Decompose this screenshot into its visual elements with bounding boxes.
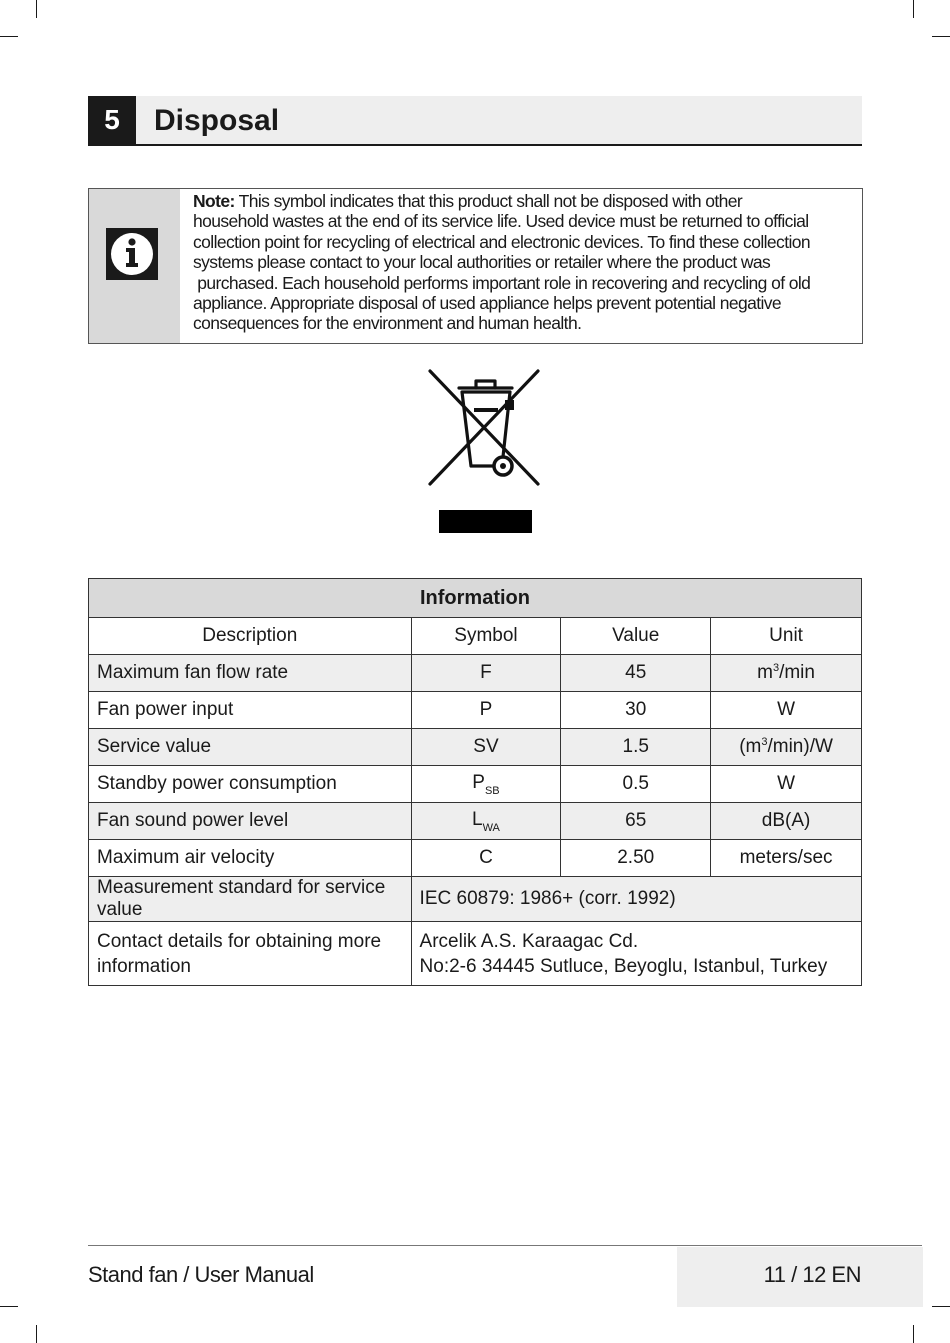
- footer-divider: [88, 1245, 922, 1246]
- row-unit: $m^3/\min$: [711, 655, 862, 692]
- crop-mark: [913, 1325, 914, 1343]
- crop-mark: [932, 36, 950, 37]
- note-line: purchased. Each household performs important role in recovering and recycling of old: [193, 272, 811, 293]
- section-number: 5: [88, 96, 136, 144]
- crossed-out-wheelie-bin-icon: [426, 368, 542, 492]
- column-header: Value: [561, 618, 711, 655]
- column-header: Symbol: [411, 618, 561, 655]
- footer-page-number: 11 / 12 EN: [763, 1262, 861, 1287]
- footer-manual-title: Stand fan / User Manual: [88, 1262, 314, 1287]
- row-symbol: SV: [411, 729, 561, 766]
- row-unit: W: [711, 766, 862, 803]
- row-description: Maximum fan flow rate: [89, 655, 412, 692]
- note-line: household wastes at the end of its service life. Used device must be returned to official: [193, 211, 809, 232]
- table-row: [89, 803, 862, 840]
- row-unit: W: [711, 692, 862, 729]
- section-title: Disposal: [154, 104, 280, 137]
- column-header: Unit: [711, 618, 862, 655]
- crop-mark: [913, 0, 914, 18]
- row-unit: $(m^3/\min)/W$: [711, 729, 862, 766]
- crop-mark: [0, 36, 18, 37]
- standard-label: Measurement standard for service value: [89, 877, 412, 922]
- row-value: 1.5: [561, 729, 711, 766]
- row-unit: dB(A): [711, 803, 862, 840]
- row-value: 45: [561, 655, 711, 692]
- row-value: 2.50: [561, 840, 711, 877]
- table-row: [89, 922, 862, 986]
- standard-value: IEC 60879: 1986+ (corr. 1992): [411, 877, 861, 922]
- row-unit: meters/sec: [711, 840, 862, 877]
- table-row: [89, 877, 862, 922]
- table-title: Information: [89, 579, 862, 618]
- note-box: [88, 188, 863, 344]
- row-symbol: P: [411, 692, 561, 729]
- table-row: [89, 655, 862, 692]
- row-symbol: $L_{WA}$: [411, 803, 561, 840]
- row-value: 65: [561, 803, 711, 840]
- weee-bar: [439, 510, 532, 533]
- row-description: Fan sound power level: [89, 803, 412, 840]
- note-line: This symbol indicates that this product shall not be disposed with other: [238, 191, 743, 211]
- note-line: systems please contact to your local authorities or retailer where the product was: [193, 252, 771, 273]
- row-description: Maximum air velocity: [89, 840, 412, 877]
- row-value: 0.5: [561, 766, 711, 803]
- table-row: [89, 729, 862, 766]
- contact-value: Arcelik A.S. Karaagac Cd. No:2-6 34445 Sutluce, Beyoglu, Istanbul, Turkey: [411, 922, 861, 986]
- crop-mark: [36, 0, 37, 18]
- info-icon: [106, 228, 158, 280]
- section-header: [88, 96, 862, 146]
- note-text: [193, 191, 857, 334]
- row-description: Service value: [89, 729, 412, 766]
- information-table: [88, 578, 862, 986]
- note-line: appliance. Appropriate disposal of used appliance helps prevent potential negative: [193, 293, 782, 314]
- row-symbol: C: [411, 840, 561, 877]
- row-description: Standby power consumption: [89, 766, 412, 803]
- table-row: [89, 692, 862, 729]
- note-line: collection point for recycling of electrical and electronic devices. To find these collection: [193, 231, 811, 252]
- note-line: consequences for the environment and human health.: [193, 313, 582, 334]
- crop-mark: [932, 1306, 950, 1307]
- table-row: [89, 766, 862, 803]
- column-header: Description: [89, 618, 412, 655]
- row-symbol: $P_{SB}$: [411, 766, 561, 803]
- contact-label: Contact details for obtaining more information: [89, 922, 412, 986]
- note-label: Note:: [193, 191, 235, 211]
- table-row: [89, 840, 862, 877]
- row-description: Fan power input: [89, 692, 412, 729]
- crop-mark: [36, 1325, 37, 1343]
- crop-mark: [0, 1306, 18, 1307]
- row-value: 30: [561, 692, 711, 729]
- row-symbol: F: [411, 655, 561, 692]
